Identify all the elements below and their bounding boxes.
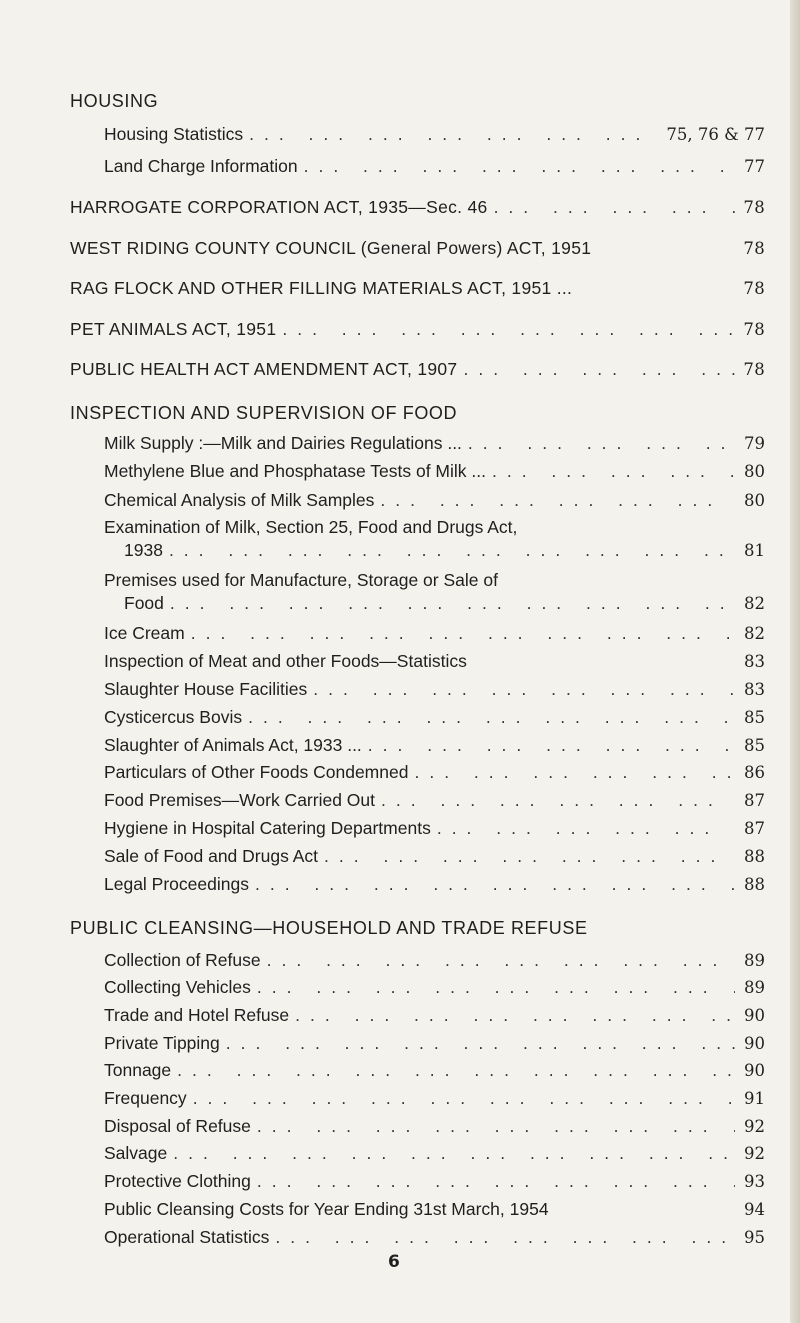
toc-entry: Milk Supply :—Milk and Dairies Regulations ... ... . 79 <box>104 433 765 454</box>
toc-entry: Methylene Blue and Phosphatase Tests of Milk ... ... . 80 <box>104 461 765 482</box>
toc-entry-act: WEST RIDING COUNTY COUNCIL (General Powers) ACT, 1951 78 <box>70 238 765 258</box>
toc-entry-act: RAG FLOCK AND OTHER FILLING MATERIALS ACT, 1951 ... 78 <box>70 278 765 298</box>
toc-entry-line1: Examination of Milk, Section 25, Food and Drugs Act, <box>104 517 518 537</box>
toc-entry: Protective Clothing ... . 93 <box>104 1171 765 1192</box>
section-heading-housing: HOUSING <box>70 91 159 111</box>
section-heading-cleansing: PUBLIC CLEANSING—HOUSEHOLD AND TRADE REFUSE <box>70 918 588 938</box>
toc-entry: Cysticercus Bovis ... . 85 <box>104 707 765 728</box>
toc-entry: Disposal of Refuse ... . 92 <box>104 1116 765 1137</box>
toc-entry-act: PET ANIMALS ACT, 1951 ... . 78 <box>70 319 765 340</box>
toc-entry: Tonnage ... . 90 <box>104 1060 765 1081</box>
toc-entry: Particulars of Other Foods Condemned ... . 86 <box>104 762 765 783</box>
toc-entry: Trade and Hotel Refuse ... . 90 <box>104 1005 765 1026</box>
toc-entry: 1938 ... . 81 <box>124 540 765 561</box>
toc-entry: Inspection of Meat and other Foods—Statistics 83 <box>104 651 765 671</box>
page-number: 6 <box>388 1252 400 1272</box>
toc-entry: Hygiene in Hospital Catering Departments ... . 87 <box>104 818 765 839</box>
toc-entry: Collecting Vehicles ... . 89 <box>104 977 765 998</box>
toc-entry: Frequency ... . 91 <box>104 1088 765 1109</box>
toc-entry: Slaughter of Animals Act, 1933 ... ... . 85 <box>104 735 765 756</box>
toc-entry: Operational Statistics ... . 95 <box>104 1227 765 1248</box>
toc-entry: Salvage ... . 92 <box>104 1143 765 1164</box>
toc-entry: Chemical Analysis of Milk Samples ... . 80 <box>104 490 765 511</box>
toc-entry: Legal Proceedings ... . 88 <box>104 874 765 895</box>
toc-entry-line1: Premises used for Manufacture, Storage or Sale of <box>104 570 498 590</box>
toc-entry: Private Tipping ... . 90 <box>104 1033 765 1054</box>
toc-entry: Food ... . 82 <box>124 593 765 614</box>
toc-entry: Food Premises—Work Carried Out ... . 87 <box>104 790 765 811</box>
toc-entry: Housing Statistics ... . 75, 76 & 77 <box>104 124 765 145</box>
toc-entry: Public Cleansing Costs for Year Ending 31st March, 1954 94 <box>104 1199 765 1219</box>
toc-entry-act: HARROGATE CORPORATION ACT, 1935—Sec. 46 ... . 78 <box>70 197 765 218</box>
toc-entry: Ice Cream ... . 82 <box>104 623 765 644</box>
toc-entry: Collection of Refuse ... . 89 <box>104 950 765 971</box>
toc-entry: Slaughter House Facilities ... . 83 <box>104 679 765 700</box>
toc-entry-act: PUBLIC HEALTH ACT AMENDMENT ACT, 1907 ... . 78 <box>70 359 765 380</box>
page-edge <box>790 0 800 1323</box>
toc-entry: Land Charge Information ... . 77 <box>104 156 765 177</box>
section-heading-food: INSPECTION AND SUPERVISION OF FOOD <box>70 403 458 423</box>
toc-entry: Sale of Food and Drugs Act ... . 88 <box>104 846 765 867</box>
